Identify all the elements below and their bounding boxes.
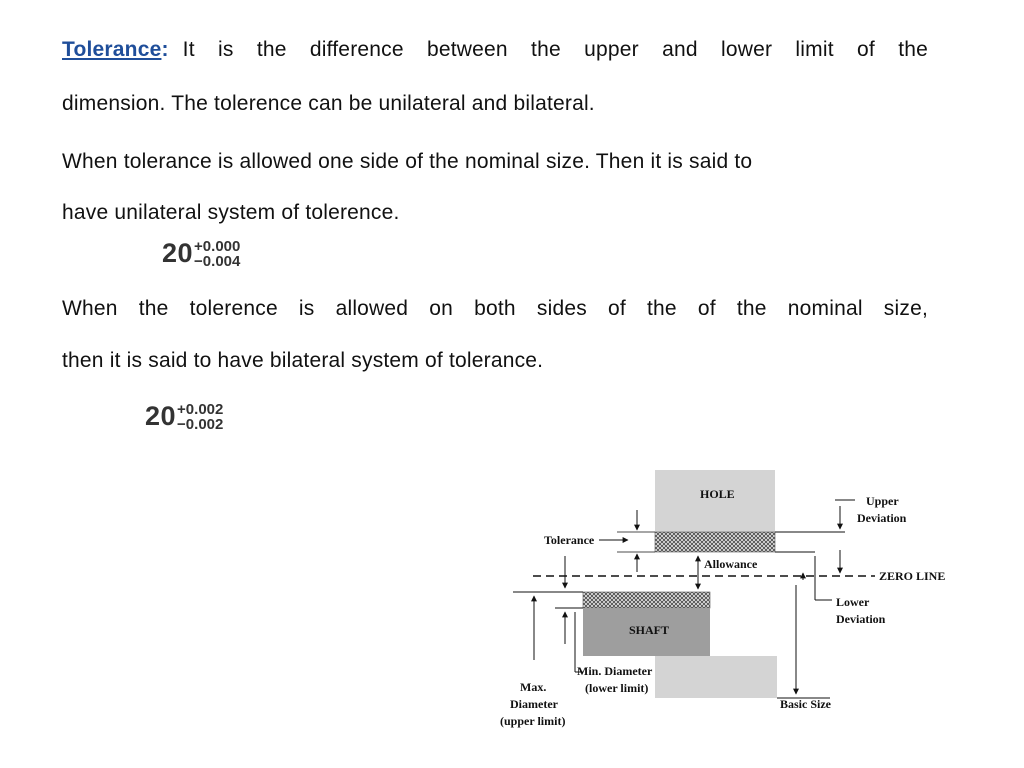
nominal-size: 20 xyxy=(145,401,177,431)
max-diameter-label-1: Max. xyxy=(520,680,547,694)
upper-deviation-label-2: Deviation xyxy=(857,511,907,525)
upper-tolerance: +0.000 xyxy=(194,237,241,255)
max-diameter-label-3: (upper limit) xyxy=(500,714,566,728)
basic-size-label: Basic Size xyxy=(780,697,831,711)
max-diameter-label-2: Diameter xyxy=(510,697,558,711)
tolerance-definition-line2: dimension. The tolerence can be unilateral and bilateral. xyxy=(62,92,595,115)
hole-block xyxy=(655,470,775,532)
hole-lower-block xyxy=(655,656,777,698)
bilateral-text-line1: When the tolerence is allowed on both sides of the of the nominal size, xyxy=(62,297,928,320)
tolerance-label: Tolerance xyxy=(544,533,595,547)
lower-tolerance: −0.002 xyxy=(177,415,224,433)
lower-tolerance: −0.004 xyxy=(194,252,241,270)
definition-text: It is the difference between the upper and lower limit of the xyxy=(182,38,928,61)
shaft-label: SHAFT xyxy=(629,623,670,637)
min-diameter-label-2: (lower limit) xyxy=(585,681,649,695)
upper-deviation-label-1: Upper xyxy=(866,494,899,508)
bilateral-text-line2: then it is said to have bilateral system of tolerance. xyxy=(62,349,544,372)
nominal-size: 20 xyxy=(162,238,194,268)
lower-deviation-label-1: Lower xyxy=(836,595,870,609)
heading-colon: : xyxy=(161,38,169,61)
hole-tolerance-zone xyxy=(655,532,775,552)
unilateral-text-line1: When tolerance is allowed one side of the nominal size. Then it is said to xyxy=(62,150,753,173)
tolerance-heading: Tolerance xyxy=(62,38,162,61)
shaft-tolerance-zone xyxy=(583,592,710,608)
min-diameter-label-1: Min. Diameter xyxy=(577,664,653,678)
zero-line-label: ZERO LINE xyxy=(879,569,946,583)
allowance-label: Allowance xyxy=(704,557,758,571)
hole-label: HOLE xyxy=(700,487,735,501)
unilateral-text-line2: have unilateral system of tolerence. xyxy=(62,201,400,224)
lower-deviation-label-2: Deviation xyxy=(836,612,886,626)
upper-tolerance: +0.002 xyxy=(177,400,224,418)
